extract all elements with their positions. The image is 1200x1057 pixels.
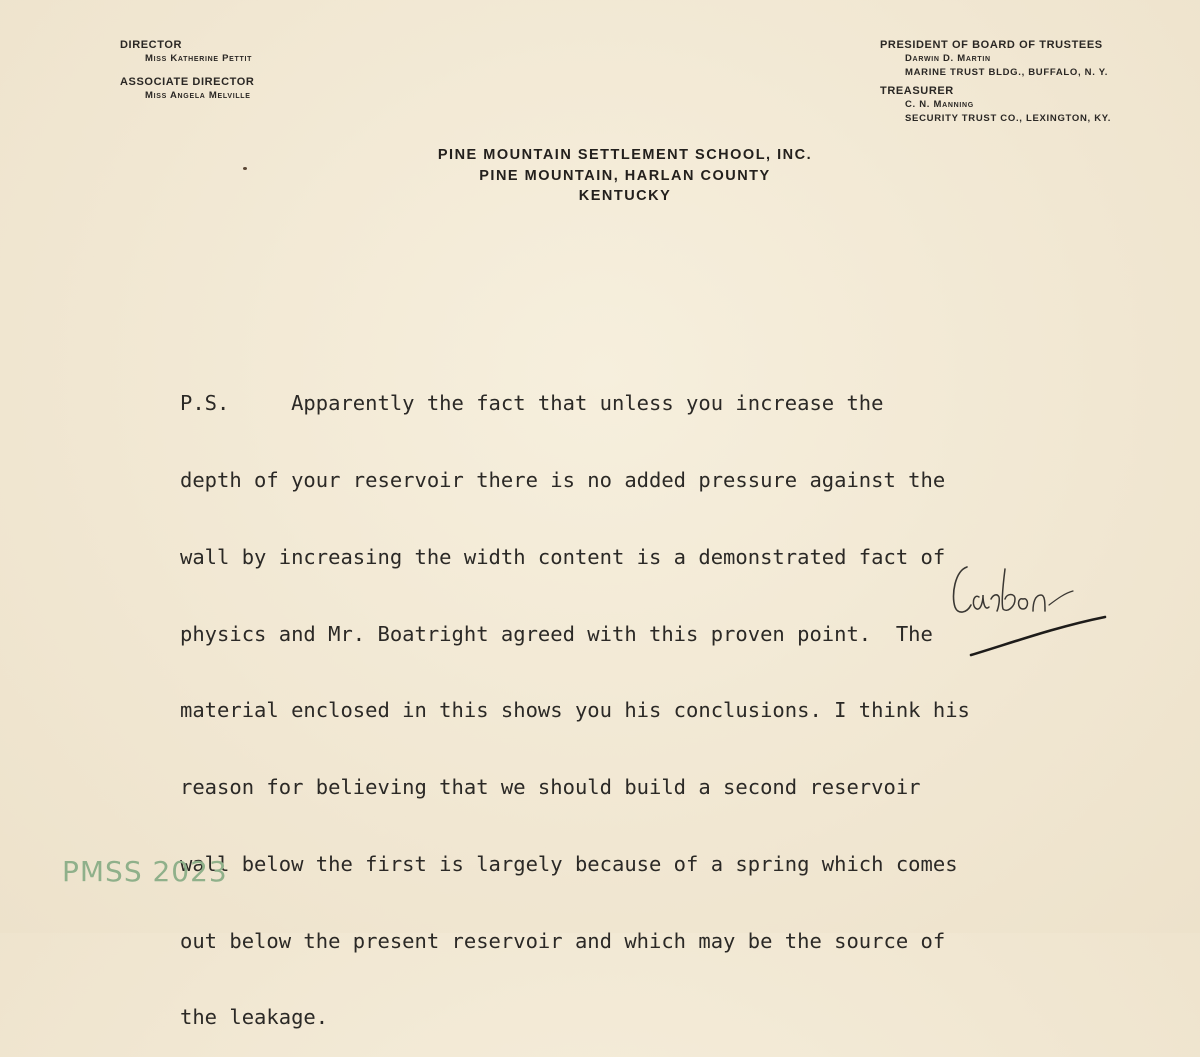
school-state: KENTUCKY — [578, 188, 672, 204]
letter-line: wall by increasing the width content is a demonstrated fact of — [180, 544, 946, 569]
school-name: PINE MOUNTAIN SETTLEMENT SCHOOL, INC. — [437, 147, 813, 163]
president-name: Darwin D. Martin — [905, 53, 991, 64]
treasurer-name: C. N. Manning — [905, 99, 974, 110]
letter-line: reason for believing that we should build a second reservoir — [180, 775, 921, 800]
treasurer-address: SECURITY TRUST CO., LEXINGTON, KY. — [905, 113, 1112, 124]
letter-line: the leakage. — [180, 1005, 329, 1030]
letter-line: out below the present reservoir and which may be the source of — [180, 928, 946, 953]
director-title: DIRECTOR — [120, 39, 183, 51]
letterhead-left — [120, 38, 254, 103]
watermark: PMSS 2023 — [62, 855, 228, 888]
president-title: PRESIDENT OF BOARD OF TRUSTEES — [880, 39, 1103, 51]
paper-speck — [243, 167, 247, 170]
associate-director-name: Miss Angela Melville — [145, 90, 251, 101]
letter-line: material enclosed in this shows you his conclusions. I think his — [180, 698, 970, 723]
school-location: PINE MOUNTAIN, HARLAN COUNTY — [479, 167, 771, 184]
letter-line: P.S. Apparently the fact that unless you increase the — [180, 391, 884, 416]
director-name: Miss Katherine Pettit — [145, 53, 253, 64]
associate-director-title: ASSOCIATE DIRECTOR — [120, 76, 255, 88]
school-header — [300, 145, 950, 207]
letterhead-right — [880, 38, 1111, 126]
letter-line: physics and Mr. Boatright agreed with this proven point. The — [180, 621, 933, 646]
handwritten-signature — [945, 555, 1115, 665]
letter-body — [180, 340, 1170, 1057]
treasurer-title: TREASURER — [880, 85, 954, 97]
letter-line: depth of your reservoir there is no added pressure against the — [180, 467, 946, 492]
president-address: MARINE TRUST BLDG., BUFFALO, N. Y. — [905, 67, 1109, 78]
letter-line: wall below the first is largely because of a spring which comes — [180, 851, 958, 876]
